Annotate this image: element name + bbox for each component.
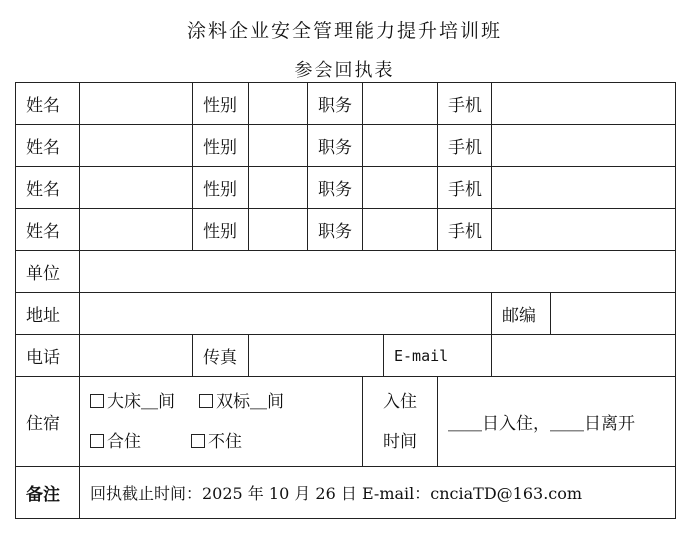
lodging-row <box>16 377 676 467</box>
phone-field[interactable] <box>492 209 676 251</box>
remark-row <box>16 467 676 519</box>
checkin-time-field[interactable]: ＿＿日入住，＿＿日离开 <box>438 377 676 467</box>
postcode-label: 邮编 <box>492 293 551 335</box>
option-share[interactable]: 合住 <box>90 422 141 462</box>
attendee-row-1 <box>16 83 676 125</box>
phone-field[interactable] <box>492 167 676 209</box>
name-label: 姓名 <box>16 209 80 251</box>
attendee-row-2 <box>16 125 676 167</box>
tel-field[interactable] <box>80 335 193 377</box>
remark-text: 回执截止时间：2025 年 10 月 26 日 E-mail：cnciaTD@163.com <box>80 467 676 519</box>
lodging-options <box>80 377 363 467</box>
name-field[interactable] <box>80 167 193 209</box>
email-label: E-mail <box>384 335 492 377</box>
gender-label: 性别 <box>193 83 249 125</box>
checkbox-icon[interactable] <box>90 394 104 408</box>
position-label: 职务 <box>308 167 363 209</box>
phone-label: 手机 <box>438 209 492 251</box>
tel-label: 电话 <box>16 335 80 377</box>
checkbox-icon[interactable] <box>90 434 104 448</box>
gender-label: 性别 <box>193 167 249 209</box>
address-field[interactable] <box>80 293 492 335</box>
receipt-form-table <box>15 82 676 519</box>
gender-field[interactable] <box>249 125 308 167</box>
contact-row <box>16 335 676 377</box>
phone-label: 手机 <box>438 125 492 167</box>
gender-field[interactable] <box>249 83 308 125</box>
attendee-row-3 <box>16 167 676 209</box>
attendee-row-4 <box>16 209 676 251</box>
remark-label: 备注 <box>16 467 80 519</box>
checkbox-icon[interactable] <box>191 434 205 448</box>
checkbox-icon[interactable] <box>199 394 213 408</box>
phone-field[interactable] <box>492 83 676 125</box>
address-label: 地址 <box>16 293 80 335</box>
unit-row <box>16 251 676 293</box>
name-label: 姓名 <box>16 83 80 125</box>
option-twin[interactable]: 双标＿间 <box>199 382 284 422</box>
position-field[interactable] <box>363 167 438 209</box>
position-field[interactable] <box>363 125 438 167</box>
gender-label: 性别 <box>193 209 249 251</box>
postcode-field[interactable] <box>551 293 676 335</box>
phone-field[interactable] <box>492 125 676 167</box>
fax-field[interactable] <box>249 335 384 377</box>
option-big-bed[interactable]: 大床＿间 <box>90 382 175 422</box>
checkin-time-label: 入住 时间 <box>363 377 438 467</box>
name-label: 姓名 <box>16 125 80 167</box>
name-field[interactable] <box>80 125 193 167</box>
name-field[interactable] <box>80 83 193 125</box>
position-label: 职务 <box>308 125 363 167</box>
form-title: 涂料企业安全管理能力提升培训班 <box>186 20 502 42</box>
gender-field[interactable] <box>249 167 308 209</box>
fax-label: 传真 <box>193 335 249 377</box>
gender-label: 性别 <box>193 125 249 167</box>
option-none[interactable]: 不住 <box>191 422 242 462</box>
name-field[interactable] <box>80 209 193 251</box>
lodging-label: 住宿 <box>16 377 80 467</box>
gender-field[interactable] <box>249 209 308 251</box>
position-label: 职务 <box>308 83 363 125</box>
position-label: 职务 <box>308 209 363 251</box>
position-field[interactable] <box>363 209 438 251</box>
unit-field[interactable] <box>80 251 676 293</box>
form-subtitle: 参会回执表 <box>294 60 395 81</box>
unit-label: 单位 <box>16 251 80 293</box>
phone-label: 手机 <box>438 167 492 209</box>
phone-label: 手机 <box>438 83 492 125</box>
position-field[interactable] <box>363 83 438 125</box>
email-field[interactable] <box>492 335 676 377</box>
name-label: 姓名 <box>16 167 80 209</box>
address-row <box>16 293 676 335</box>
